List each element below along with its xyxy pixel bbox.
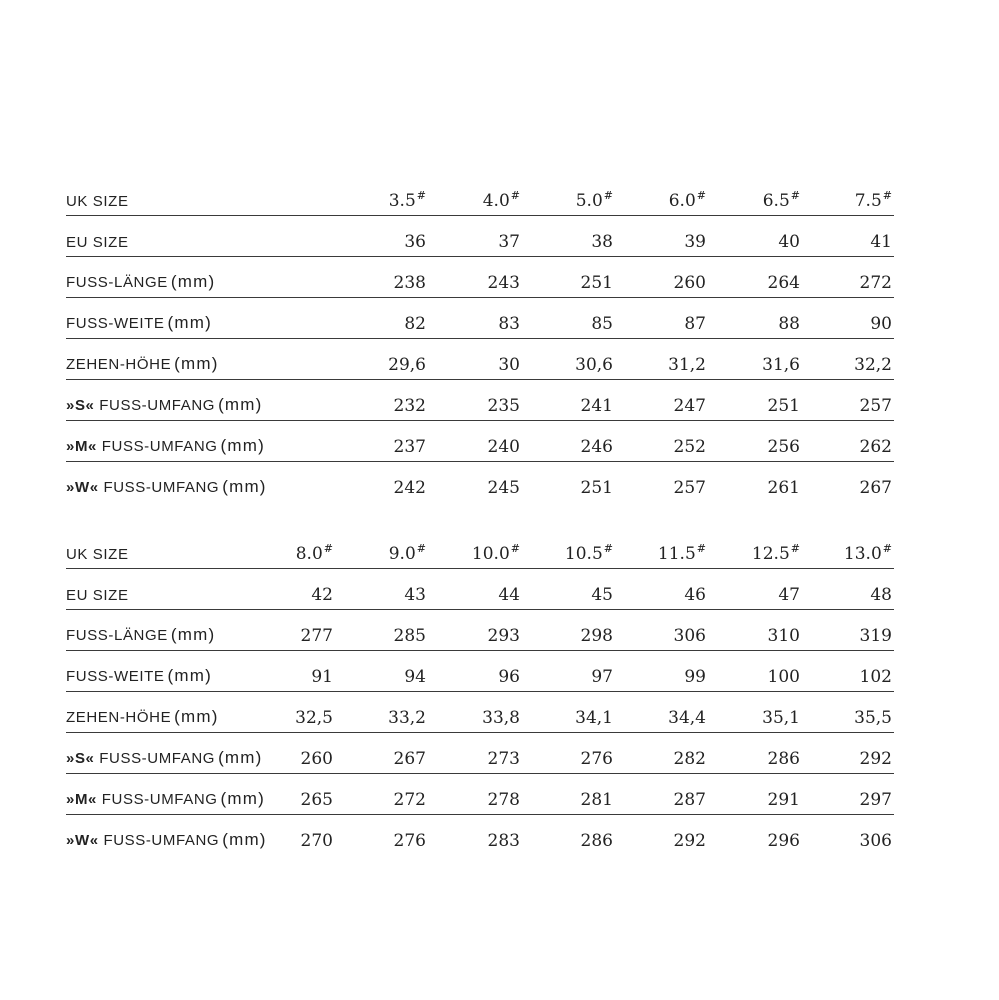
table-cell: 267 xyxy=(859,478,892,498)
table-cell: 277 xyxy=(300,626,333,646)
table-cell: 282 xyxy=(673,749,706,769)
table-cell: 306 xyxy=(673,626,706,646)
uk-size-cell xyxy=(389,544,426,564)
uk-size-cell xyxy=(752,544,800,564)
table-cell: 32,5 xyxy=(295,708,333,728)
table-cell: 257 xyxy=(673,478,706,498)
data-row xyxy=(66,380,894,421)
table-cell: 243 xyxy=(487,273,520,293)
table-cell: 235 xyxy=(487,396,520,416)
data-row xyxy=(66,692,894,733)
row-label-text: FUSS-LÄNGE xyxy=(66,627,168,644)
table-cell: 47 xyxy=(778,585,800,605)
table-cell: 42 xyxy=(311,585,333,605)
table-cell: 292 xyxy=(859,749,892,769)
row-unit: (mm) xyxy=(220,436,265,455)
row-label-text: FUSS-LÄNGE xyxy=(66,274,168,291)
data-row xyxy=(66,815,894,855)
table-cell: 267 xyxy=(393,749,426,769)
table-cell: 310 xyxy=(767,626,800,646)
row-unit: (mm) xyxy=(222,830,267,849)
table-cell: 96 xyxy=(498,667,520,687)
table-cell: 291 xyxy=(767,790,800,810)
table-cell: 40 xyxy=(778,232,800,252)
table-cell: 29,6 xyxy=(388,355,426,375)
row-unit: (mm) xyxy=(170,272,216,291)
table-cell: 256 xyxy=(767,437,800,457)
table-cell: 240 xyxy=(487,437,520,457)
table-cell: 99 xyxy=(684,667,706,687)
row-unit: (mm) xyxy=(170,625,216,644)
data-row xyxy=(66,569,894,610)
table-cell: 247 xyxy=(673,396,706,416)
row-label-text: FUSS-UMFANG xyxy=(103,479,220,496)
table-cell: 245 xyxy=(487,478,520,498)
table-cell: 241 xyxy=(580,396,613,416)
table-cell: 278 xyxy=(487,790,520,810)
size-mark: # xyxy=(603,542,613,555)
table-cell: 292 xyxy=(673,831,706,851)
table-cell: 251 xyxy=(580,273,613,293)
uk-size-cell xyxy=(483,191,520,211)
table-cell: 281 xyxy=(580,790,613,810)
row-label xyxy=(66,707,219,727)
table-cell: 270 xyxy=(300,831,333,851)
uk-size-value: 8.0 xyxy=(295,544,323,564)
table-cell: 319 xyxy=(859,626,892,646)
row-label-text: FUSS-UMFANG xyxy=(101,791,218,808)
data-row xyxy=(66,774,894,815)
table-cell: 31,2 xyxy=(668,355,706,375)
data-row xyxy=(66,257,894,298)
table-cell: 35,1 xyxy=(762,708,800,728)
row-label xyxy=(66,625,215,645)
row-label xyxy=(66,587,129,604)
row-label-text: ZEHEN-HÖHE xyxy=(66,709,172,726)
data-row xyxy=(66,216,894,257)
row-label-text: EU SIZE xyxy=(66,234,129,251)
table-cell: 82 xyxy=(404,314,426,334)
table-cell: 37 xyxy=(498,232,520,252)
table-cell: 260 xyxy=(673,273,706,293)
row-label-text: FUSS-UMFANG xyxy=(103,832,220,849)
row-label-text: FUSS-UMFANG xyxy=(101,438,218,455)
table-cell: 38 xyxy=(591,232,613,252)
uk-size-cell xyxy=(844,544,892,564)
table-cell: 83 xyxy=(498,314,520,334)
row-label xyxy=(66,313,212,333)
width-prefix: »W« xyxy=(66,479,99,496)
table-cell: 272 xyxy=(859,273,892,293)
table-cell: 33,2 xyxy=(388,708,426,728)
data-row xyxy=(66,462,894,502)
table-cell: 293 xyxy=(487,626,520,646)
table-cell: 102 xyxy=(859,667,892,687)
uk-size-value: 4.0 xyxy=(482,191,510,211)
uk-size-value: 13.0 xyxy=(843,544,882,564)
table-cell: 41 xyxy=(870,232,892,252)
row-label xyxy=(66,748,263,768)
table-cell: 286 xyxy=(767,749,800,769)
table-cell: 297 xyxy=(859,790,892,810)
table-cell: 264 xyxy=(767,273,800,293)
table-cell: 100 xyxy=(767,667,800,687)
table-cell: 36 xyxy=(404,232,426,252)
table-cell: 97 xyxy=(591,667,613,687)
data-row xyxy=(66,651,894,692)
uk-size-cell xyxy=(389,191,426,211)
table-cell: 298 xyxy=(580,626,613,646)
table-cell: 85 xyxy=(591,314,613,334)
row-label xyxy=(66,666,212,686)
table-cell: 33,8 xyxy=(482,708,520,728)
uk-size-value: 10.0 xyxy=(471,544,510,564)
width-prefix: »M« xyxy=(66,438,97,455)
size-mark: # xyxy=(323,542,333,555)
row-label-text: FUSS-WEITE xyxy=(66,315,165,332)
size-mark: # xyxy=(603,189,613,202)
uk-size-cell xyxy=(669,191,706,211)
size-mark: # xyxy=(510,542,520,555)
row-unit: (mm) xyxy=(167,313,212,332)
uk-size-value: 9.0 xyxy=(388,544,416,564)
uk-size-value: 6.0 xyxy=(668,191,696,211)
row-unit: (mm) xyxy=(174,354,219,373)
data-row xyxy=(66,421,894,462)
row-unit: (mm) xyxy=(167,666,212,685)
uk-size-cell xyxy=(296,544,333,564)
row-label xyxy=(66,830,267,850)
uk-size-cell xyxy=(855,191,892,211)
table-cell: 276 xyxy=(393,831,426,851)
table-cell: 276 xyxy=(580,749,613,769)
size-mark: # xyxy=(416,542,426,555)
table-cell: 94 xyxy=(404,667,426,687)
table-cell: 43 xyxy=(404,585,426,605)
table-cell: 272 xyxy=(393,790,426,810)
table-cell: 286 xyxy=(580,831,613,851)
table-cell: 251 xyxy=(580,478,613,498)
uk-size-cell xyxy=(658,544,706,564)
table-cell: 261 xyxy=(767,478,800,498)
row-unit: (mm) xyxy=(222,477,267,496)
width-prefix: »S« xyxy=(66,750,95,767)
row-label-text: EU SIZE xyxy=(66,587,129,604)
row-label-text: FUSS-WEITE xyxy=(66,668,165,685)
table-cell: 30,6 xyxy=(575,355,613,375)
row-label-text: FUSS-UMFANG xyxy=(99,750,216,767)
table-cell: 285 xyxy=(393,626,426,646)
header-row xyxy=(66,175,894,216)
table-cell: 88 xyxy=(778,314,800,334)
table-cell: 90 xyxy=(870,314,892,334)
uk-size-value: 6.5 xyxy=(762,191,790,211)
width-prefix: »S« xyxy=(66,397,95,414)
size-table-1 xyxy=(66,175,894,502)
uk-size-value: 3.5 xyxy=(388,191,416,211)
table-cell: 237 xyxy=(393,437,426,457)
data-row xyxy=(66,733,894,774)
uk-size-value: 7.5 xyxy=(854,191,882,211)
table-cell: 91 xyxy=(311,667,333,687)
table-cell: 45 xyxy=(591,585,613,605)
table-cell: 30 xyxy=(498,355,520,375)
row-label xyxy=(66,354,219,374)
row-unit: (mm) xyxy=(218,395,263,414)
row-label xyxy=(66,395,263,415)
uk-size-value: 11.5 xyxy=(657,544,696,564)
row-unit: (mm) xyxy=(174,707,219,726)
table-cell: 87 xyxy=(684,314,706,334)
width-prefix: »W« xyxy=(66,832,99,849)
size-mark: # xyxy=(882,542,892,555)
table-cell: 262 xyxy=(859,437,892,457)
row-label xyxy=(66,789,265,809)
table-cell: 306 xyxy=(859,831,892,851)
table-cell: 44 xyxy=(498,585,520,605)
uk-size-cell xyxy=(763,191,800,211)
table-cell: 260 xyxy=(300,749,333,769)
table-cell: 242 xyxy=(393,478,426,498)
row-label-uk-size: UK SIZE xyxy=(66,546,129,563)
row-label xyxy=(66,436,265,456)
size-mark: # xyxy=(510,189,520,202)
size-mark: # xyxy=(882,189,892,202)
uk-size-value: 12.5 xyxy=(751,544,790,564)
row-label-text: ZEHEN-HÖHE xyxy=(66,356,172,373)
table-cell: 283 xyxy=(487,831,520,851)
size-mark: # xyxy=(790,542,800,555)
table-cell: 32,2 xyxy=(854,355,892,375)
row-label xyxy=(66,477,267,497)
size-mark: # xyxy=(696,189,706,202)
uk-size-value: 10.5 xyxy=(564,544,603,564)
uk-size-value: 5.0 xyxy=(575,191,603,211)
table-cell: 46 xyxy=(684,585,706,605)
table-cell: 238 xyxy=(393,273,426,293)
size-table-2 xyxy=(66,528,894,855)
table-cell: 34,4 xyxy=(668,708,706,728)
table-cell: 34,1 xyxy=(575,708,613,728)
table-cell: 287 xyxy=(673,790,706,810)
table-cell: 39 xyxy=(684,232,706,252)
header-row xyxy=(66,528,894,569)
row-unit: (mm) xyxy=(218,748,263,767)
table-cell: 35,5 xyxy=(854,708,892,728)
table-cell: 48 xyxy=(870,585,892,605)
table-cell: 251 xyxy=(767,396,800,416)
row-label-text: FUSS-UMFANG xyxy=(99,397,216,414)
table-cell: 296 xyxy=(767,831,800,851)
row-label xyxy=(66,234,129,251)
row-label-uk-size: UK SIZE xyxy=(66,193,129,210)
table-cell: 252 xyxy=(673,437,706,457)
uk-size-cell xyxy=(472,544,520,564)
data-row xyxy=(66,298,894,339)
table-cell: 246 xyxy=(580,437,613,457)
table-cell: 232 xyxy=(393,396,426,416)
uk-size-cell xyxy=(576,191,613,211)
table-cell: 265 xyxy=(300,790,333,810)
row-unit: (mm) xyxy=(220,789,265,808)
uk-size-cell xyxy=(565,544,613,564)
width-prefix: »M« xyxy=(66,791,97,808)
table-cell: 31,6 xyxy=(762,355,800,375)
size-mark: # xyxy=(696,542,706,555)
row-label xyxy=(66,272,215,292)
size-mark: # xyxy=(790,189,800,202)
data-row xyxy=(66,339,894,380)
table-cell: 257 xyxy=(859,396,892,416)
table-cell: 273 xyxy=(487,749,520,769)
data-row xyxy=(66,610,894,651)
size-mark: # xyxy=(416,189,426,202)
